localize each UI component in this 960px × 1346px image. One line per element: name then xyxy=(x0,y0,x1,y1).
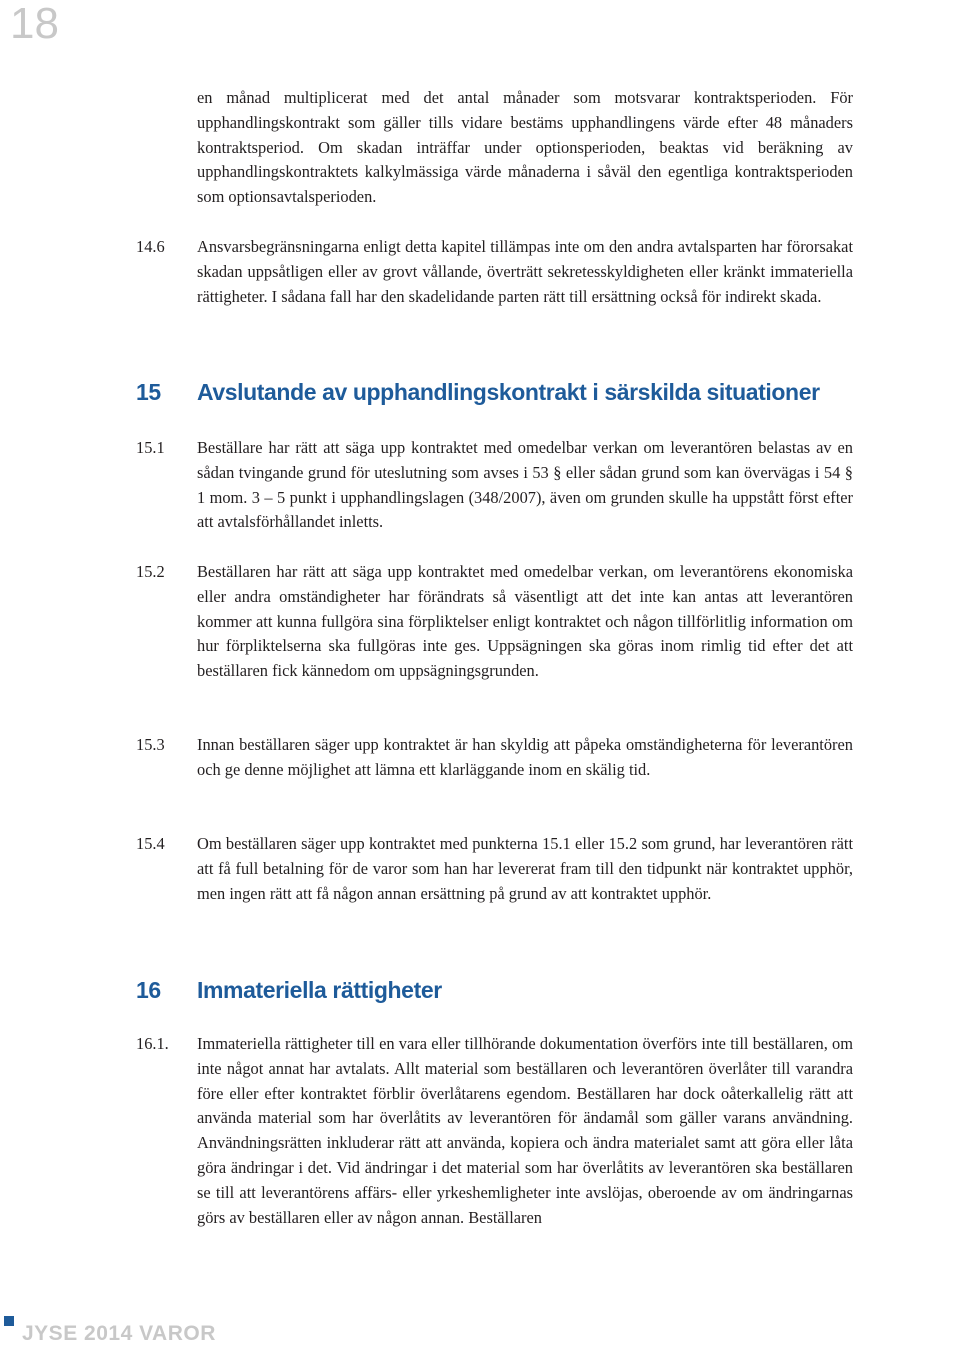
page-number: 18 xyxy=(10,0,59,48)
paragraph-14-6: Ansvarsbegränsningarna enligt detta kapitel tillämpas inte om den andra avtalsparten har förorsakat skadan uppsåtligen eller av grovt vållande, överträtt sekretesskyldigheten eller kränkt immateriella rättigheter. I sådana fall har den skadelidande parten rätt till ersättning också för indirekt skada. xyxy=(197,237,853,306)
intro-paragraph: en månad multiplicerat med det antal månader som motsvarar kontraktsperioden. För upphandlingskontrakt som gäller tills vidare bestäms upphandlingens värde efter 48 månaders kontraktsperiod. Om skadan inträffar under optionsperioden, beaktas vid beräkning av upphandlingskontraktets kalkylmässiga värde månaderna i såväl den egentliga kontraktsperioden som optionsavtalsperioden. xyxy=(197,88,853,207)
section-number-15-1: 15.1 xyxy=(136,438,165,457)
heading-15 xyxy=(136,377,820,407)
paragraph-15-3: Innan beställaren säger upp kontraktet är han skyldig att påpeka omständigheterna för leverantören och ge denne möjlighet att lämna ett klarläggande inom en skälig tid. xyxy=(197,735,853,779)
section-number-15-4: 15.4 xyxy=(136,834,165,853)
heading-15-number: 15 xyxy=(136,379,161,405)
paragraph-15-2: Beställaren har rätt att säga upp kontraktet med omedelbar verkan, om leverantörens ekonomiska eller andra omständigheter har förändrats så väsentligt att det inte kan antas att leverantören kommer att kunna fullgöra sina förpliktelser enligt kontraktet och någon tillförlitlig information om hur förpliktelserna ska fullgöras inte ges. Uppsägningen ska göras inom rimlig tid efter det att beställaren fick kännedom om uppsägningsgrunden. xyxy=(197,562,853,681)
paragraph-16-1: Immateriella rättigheter till en vara eller tillhörande dokumentation överförs inte till beställaren, om inte något annat har avtalats. Allt material som beställaren och leverantören överlåter till varandra före eller efter kontraktet förblir överlåtarens egendom. Beställaren har dock oåterkallelig rätt att använda material som har överlåtits av leverantören för ändamål som gäller varans användning. Användningsrätten inkluderar rätt att använda, kopiera och ändra materialet samt att göra eller låta göra ändringar i det. Vid ändringar i det material som har överlåtits av leverantören ska beställaren se till att leverantörens affärs- eller yrkeshemligheter inte avslöjas, oberoende av om ändringarnas görs av beställaren eller av någon annan. Beställaren xyxy=(197,1034,853,1227)
section-number-15-2: 15.2 xyxy=(136,562,165,581)
section-number-16-1: 16.1. xyxy=(136,1034,169,1053)
footer-title: JYSE 2014 VAROR xyxy=(22,1322,216,1345)
heading-16-number: 16 xyxy=(136,977,161,1003)
section-number-14-6: 14.6 xyxy=(136,237,165,256)
footer-square-icon xyxy=(4,1316,14,1326)
heading-16 xyxy=(136,975,442,1005)
heading-15-title: Avslutande av upphandlingskontrakt i särskilda situationer xyxy=(197,379,820,405)
section-number-15-3: 15.3 xyxy=(136,735,165,754)
paragraph-15-4: Om beställaren säger upp kontraktet med punkterna 15.1 eller 15.2 som grund, har leverantören rätt att få full betalning för de varor som han har levererat fram till den tidpunkt när kontraktet upphör, men ingen rätt att få någon annan ersättning på grund av att kontraktet upphör. xyxy=(197,834,853,903)
heading-16-title: Immateriella rättigheter xyxy=(197,977,442,1003)
paragraph-15-1: Beställare har rätt att säga upp kontraktet med omedelbar verkan om leverantören belastas av en sådan tvingande grund för uteslutning som avses i 53 § eller sådan grund som kan övervägas i 54 § 1 mom. 3 – 5 punkt i upphandlingslagen (348/2007), även om grunden skulle ha uppstått först efter att avtalsförhållandet inletts. xyxy=(197,438,853,532)
